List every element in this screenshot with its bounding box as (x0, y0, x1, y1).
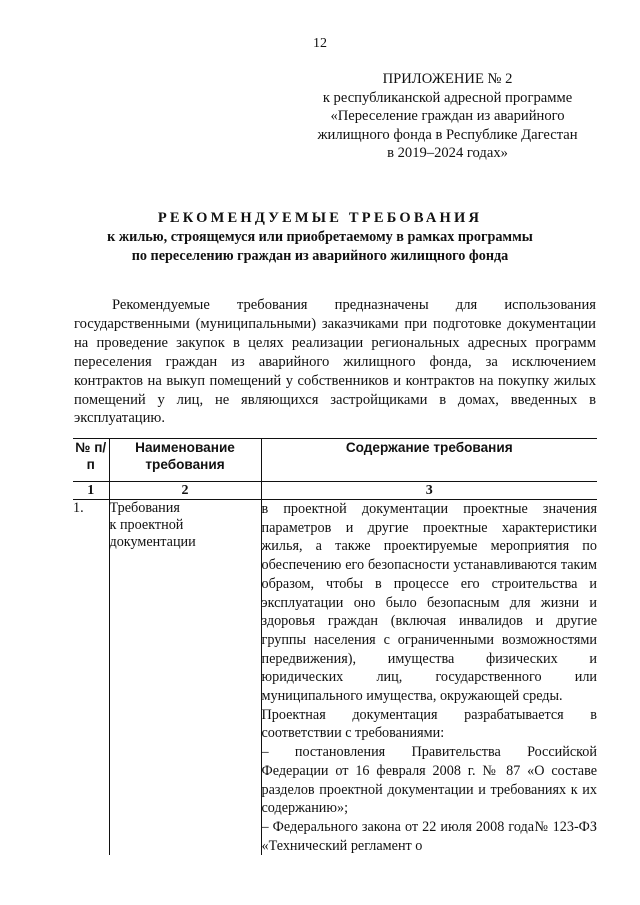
requirements-table (73, 438, 597, 855)
content-paragraph: Проектная документация разрабатывается в соответствии с требованиями: (261, 706, 597, 742)
header-number: № п/п (73, 439, 109, 482)
appendix-line: «Переселение граждан из аварийного (330, 108, 565, 125)
header-name: Наименование требования (109, 439, 261, 482)
appendix-line: в 2019–2024 годах» (387, 145, 508, 162)
column-number-row (73, 482, 597, 500)
intro-paragraph: Рекомендуемые требования предназначены для использования государственными (муниципальными) заказчиками при подготовке документации на проведение закупок в целях реализации региональных адресных программ переселения граждан из аварийного жилищного фонда, за исключением контрактов на выкуп помещений у собственников и контрактов на покупку жилых помещений у лиц, не являющихся застройщиками в домах, введенных в эксплуатацию. (74, 297, 596, 427)
row-name-line: к проектной (109, 517, 184, 533)
appendix-line: к республиканской адресной программе (322, 89, 573, 106)
subtitle-line: к жилью, строящемуся или приобретаемому в рамках программы (107, 229, 533, 245)
appendix-block (310, 70, 585, 163)
subtitle-line: по переселению граждан из аварийного жилищного фонда (131, 247, 509, 264)
column-number: 2 (109, 482, 261, 500)
row-content (261, 500, 597, 856)
row-number: 1. (73, 500, 84, 516)
document-subtitle (60, 228, 580, 265)
content-paragraph: в проектной документации проектные значения параметров и другие проектные характеристики жилья, а также проектируемые мероприятия по обеспечению его безопасности устанавливаются таким образом, чтобы в процессе его строительства и эксплуатации оно было безопасным для жизни и здоровья граждан (включая инвалидов и другие группы населения с ограниченными возможностями передвижения), имущества физических и юридических лиц, государственного или муниципального имущества, окружающей среды. (261, 501, 597, 705)
appendix-line: жилищного фонда в Республике Дагестан (317, 126, 578, 143)
column-number: 1 (73, 482, 109, 500)
header-content: Содержание требования (261, 439, 597, 482)
document-title: РЕКОМЕНДУЕМЫЕ ТРЕБОВАНИЯ (157, 210, 483, 226)
row-name (109, 500, 261, 856)
appendix-title: ПРИЛОЖЕНИЕ № 2 (382, 71, 513, 87)
table-header-row (73, 439, 597, 482)
column-number: 3 (261, 482, 597, 500)
table-row (73, 500, 597, 856)
row-name-line: документации (109, 534, 196, 550)
content-paragraph: – постановления Правительства Российской Федерации от 16 февраля 2008 г. № 87 «О составе разделов проектной документации и требованиях к их содержанию»; (261, 744, 597, 817)
page-number: 12 (313, 36, 327, 51)
content-paragraph: – Федерального закона от 22 июля 2008 года№ 123-ФЗ «Технический регламент о (261, 818, 597, 854)
row-name-line: Требования (109, 500, 180, 516)
